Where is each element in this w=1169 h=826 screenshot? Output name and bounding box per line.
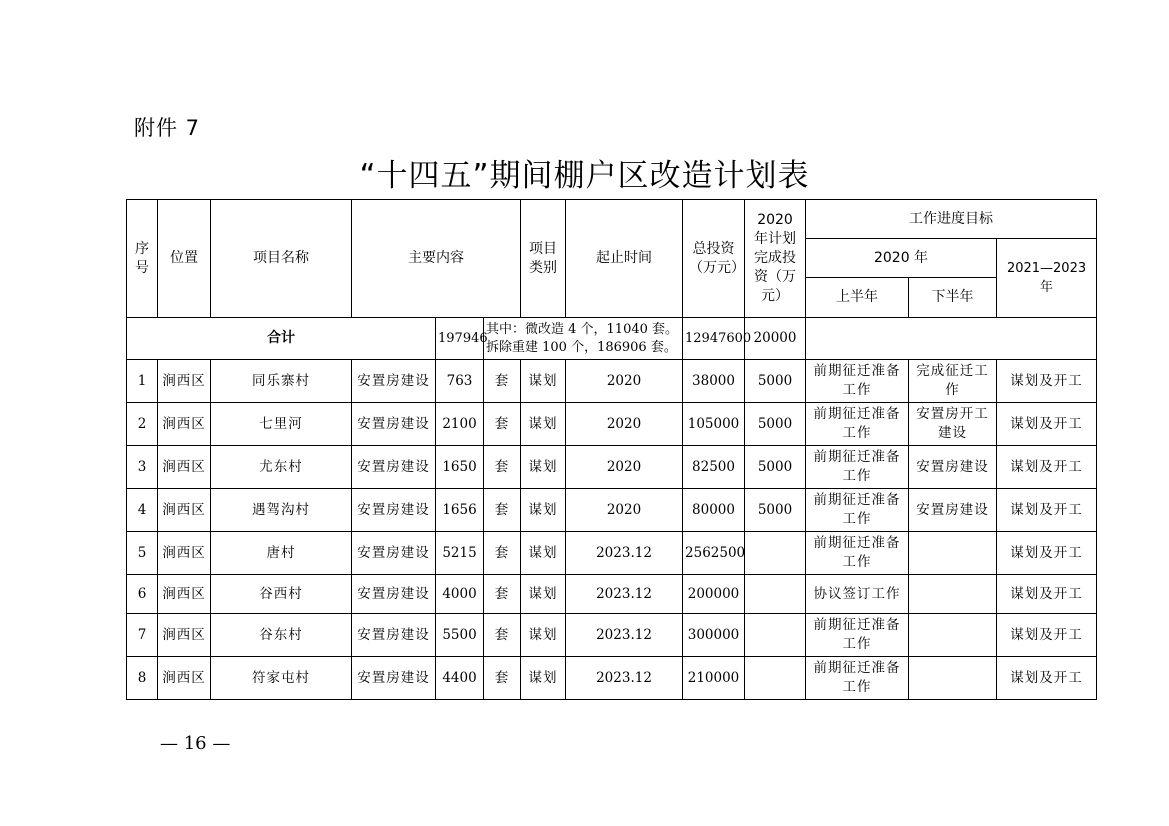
row-second-half: 安置房开工建设 xyxy=(909,403,997,446)
row-second-half: 安置房建设 xyxy=(909,446,997,489)
row-location: 涧西区 xyxy=(158,403,211,446)
total-label: 合计 xyxy=(127,318,436,360)
row-second-half: 完成征迁工作 xyxy=(909,360,997,403)
row-quantity: 2100 xyxy=(436,403,484,446)
row-2021-2023: 谋划及开工 xyxy=(997,532,1097,575)
row-unit: 套 xyxy=(484,360,521,403)
attachment-label: 附件 7 xyxy=(134,116,201,140)
header-location: 位置 xyxy=(158,200,211,318)
row-plan-2020: 5000 xyxy=(745,489,806,532)
row-first-half: 前期征迁准备工作 xyxy=(806,657,909,700)
row-2021-2023: 谋划及开工 xyxy=(997,403,1097,446)
row-plan-2020: 5000 xyxy=(745,360,806,403)
row-index: 1 xyxy=(127,360,158,403)
row-2021-2023: 谋划及开工 xyxy=(997,489,1097,532)
row-plan-2020: 5000 xyxy=(745,446,806,489)
row-project-type: 谋划 xyxy=(521,657,566,700)
row-project-type: 谋划 xyxy=(521,360,566,403)
row-unit: 套 xyxy=(484,657,521,700)
row-location: 涧西区 xyxy=(158,614,211,657)
row-quantity: 1650 xyxy=(436,446,484,489)
row-unit: 套 xyxy=(484,403,521,446)
total-quantity: 197946 xyxy=(436,318,484,360)
row-quantity: 763 xyxy=(436,360,484,403)
row-first-half: 前期征迁准备工作 xyxy=(806,532,909,575)
row-first-half: 前期征迁准备工作 xyxy=(806,446,909,489)
row-total-investment: 82500 xyxy=(683,446,745,489)
row-quantity: 5215 xyxy=(436,532,484,575)
row-content: 安置房建设 xyxy=(352,446,436,489)
row-unit: 套 xyxy=(484,614,521,657)
row-first-half: 前期征迁准备工作 xyxy=(806,614,909,657)
row-project-name: 七里河 xyxy=(211,403,352,446)
row-index: 2 xyxy=(127,403,158,446)
header-plan-2020-investment: 2020 年计划完成投资（万元） xyxy=(745,200,806,318)
total-plan-2020: 20000 xyxy=(745,318,806,360)
header-second-half: 下半年 xyxy=(909,278,997,318)
row-2021-2023: 谋划及开工 xyxy=(997,446,1097,489)
header-main-content: 主要内容 xyxy=(352,200,521,318)
header-row-1 xyxy=(127,200,1097,239)
row-content: 安置房建设 xyxy=(352,532,436,575)
row-2021-2023: 谋划及开工 xyxy=(997,575,1097,614)
row-quantity: 4400 xyxy=(436,657,484,700)
row-period: 2020 xyxy=(566,360,683,403)
row-total-investment: 38000 xyxy=(683,360,745,403)
row-project-name: 尤东村 xyxy=(211,446,352,489)
row-period: 2020 xyxy=(566,403,683,446)
row-period: 2020 xyxy=(566,489,683,532)
row-period: 2023.12 xyxy=(566,575,683,614)
document-title: “十四五”期间棚户区改造计划表 xyxy=(359,158,810,194)
row-quantity: 5500 xyxy=(436,614,484,657)
row-unit: 套 xyxy=(484,489,521,532)
row-first-half: 前期征迁准备工作 xyxy=(806,403,909,446)
row-index: 6 xyxy=(127,575,158,614)
row-content: 安置房建设 xyxy=(352,614,436,657)
header-index: 序号 xyxy=(127,200,158,318)
row-2021-2023: 谋划及开工 xyxy=(997,614,1097,657)
row-2021-2023: 谋划及开工 xyxy=(997,657,1097,700)
row-unit: 套 xyxy=(484,575,521,614)
row-first-half: 前期征迁准备工作 xyxy=(806,489,909,532)
row-total-investment: 300000 xyxy=(683,614,745,657)
page-number: — 16 — xyxy=(160,733,231,754)
table-row xyxy=(127,446,1097,489)
row-period: 2020 xyxy=(566,446,683,489)
header-progress-target: 工作进度目标 xyxy=(806,200,1097,239)
row-period: 2023.12 xyxy=(566,614,683,657)
header-year-2020: 2020 年 xyxy=(806,239,997,278)
row-project-type: 谋划 xyxy=(521,532,566,575)
row-location: 涧西区 xyxy=(158,360,211,403)
row-project-name: 唐村 xyxy=(211,532,352,575)
header-project-name: 项目名称 xyxy=(211,200,352,318)
row-plan-2020 xyxy=(745,614,806,657)
row-period: 2023.12 xyxy=(566,532,683,575)
header-project-type: 项目类别 xyxy=(521,200,566,318)
row-period: 2023.12 xyxy=(566,657,683,700)
row-project-type: 谋划 xyxy=(521,446,566,489)
row-project-type: 谋划 xyxy=(521,489,566,532)
total-investment: 12947600 xyxy=(683,318,745,360)
row-location: 涧西区 xyxy=(158,489,211,532)
header-first-half: 上半年 xyxy=(806,278,909,318)
row-index: 7 xyxy=(127,614,158,657)
header-total-investment: 总投资（万元） xyxy=(683,200,745,318)
row-content: 安置房建设 xyxy=(352,575,436,614)
row-total-investment: 200000 xyxy=(683,575,745,614)
table-row xyxy=(127,360,1097,403)
row-second-half xyxy=(909,575,997,614)
total-progress-empty xyxy=(806,318,1097,360)
row-project-type: 谋划 xyxy=(521,575,566,614)
table-row xyxy=(127,614,1097,657)
row-project-name: 谷西村 xyxy=(211,575,352,614)
table-row xyxy=(127,657,1097,700)
row-quantity: 1656 xyxy=(436,489,484,532)
row-index: 8 xyxy=(127,657,158,700)
row-content: 安置房建设 xyxy=(352,360,436,403)
row-content: 安置房建设 xyxy=(352,489,436,532)
row-index: 4 xyxy=(127,489,158,532)
row-plan-2020 xyxy=(745,532,806,575)
row-total-investment: 105000 xyxy=(683,403,745,446)
row-project-type: 谋划 xyxy=(521,614,566,657)
row-total-investment: 2562500 xyxy=(683,532,745,575)
row-second-half: 安置房建设 xyxy=(909,489,997,532)
row-plan-2020 xyxy=(745,657,806,700)
row-plan-2020: 5000 xyxy=(745,403,806,446)
row-content: 安置房建设 xyxy=(352,403,436,446)
total-row xyxy=(127,318,1097,360)
row-total-investment: 80000 xyxy=(683,489,745,532)
row-content: 安置房建设 xyxy=(352,657,436,700)
row-project-type: 谋划 xyxy=(521,403,566,446)
table-row xyxy=(127,575,1097,614)
row-total-investment: 210000 xyxy=(683,657,745,700)
table-row xyxy=(127,532,1097,575)
row-first-half: 协议签订工作 xyxy=(806,575,909,614)
row-location: 涧西区 xyxy=(158,532,211,575)
header-period: 起止时间 xyxy=(566,200,683,318)
row-2021-2023: 谋划及开工 xyxy=(997,360,1097,403)
row-project-name: 同乐寨村 xyxy=(211,360,352,403)
row-location: 涧西区 xyxy=(158,446,211,489)
row-location: 涧西区 xyxy=(158,657,211,700)
row-second-half xyxy=(909,532,997,575)
row-location: 涧西区 xyxy=(158,575,211,614)
row-second-half xyxy=(909,614,997,657)
row-quantity: 4000 xyxy=(436,575,484,614)
row-plan-2020 xyxy=(745,575,806,614)
row-project-name: 谷东村 xyxy=(211,614,352,657)
row-first-half: 前期征迁准备工作 xyxy=(806,360,909,403)
row-project-name: 遇驾沟村 xyxy=(211,489,352,532)
table-row xyxy=(127,489,1097,532)
row-unit: 套 xyxy=(484,446,521,489)
row-second-half xyxy=(909,657,997,700)
row-index: 3 xyxy=(127,446,158,489)
row-project-name: 符家屯村 xyxy=(211,657,352,700)
total-note: 其中：微改造 4 个，11040 套。拆除重建 100 个，186906 套。 xyxy=(484,318,683,360)
row-unit: 套 xyxy=(484,532,521,575)
header-years-2021-2023: 2021—2023 年 xyxy=(997,239,1097,318)
renovation-plan-table xyxy=(126,199,1097,700)
row-index: 5 xyxy=(127,532,158,575)
table-row xyxy=(127,403,1097,446)
